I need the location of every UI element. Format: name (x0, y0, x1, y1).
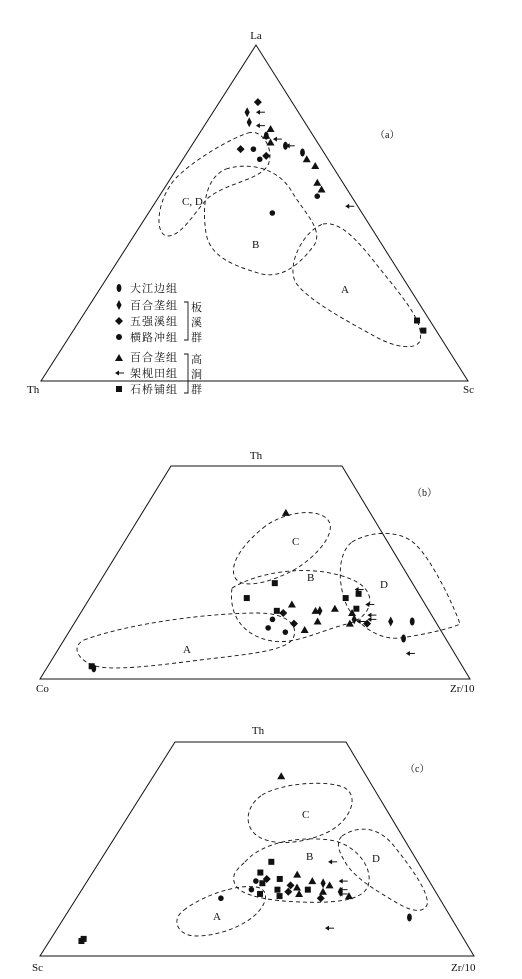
legend-symbol-arrow (115, 371, 124, 376)
panel-b-tag: （b） (412, 488, 437, 499)
panel-b-points (89, 509, 415, 672)
panel-a-field-a (293, 224, 421, 347)
panel-a-point-circle-22 (314, 193, 320, 199)
panel-b-point-diamond-15 (279, 609, 287, 617)
legend-item-6 (115, 366, 178, 380)
panel-c-field-label-d: D (372, 853, 380, 865)
panel-c-point-square-5 (259, 880, 265, 886)
panel-c-point-triangle-10 (293, 871, 301, 878)
panel-c-point-triangle-13 (293, 884, 301, 891)
panel-a-tag: （a） (375, 130, 400, 141)
legend-label-7: 石桥铺组 (130, 384, 178, 396)
panel-c-field-c (248, 783, 352, 842)
legend-group-gaojian-1: 高 (191, 354, 203, 366)
panel-b-point-diamond-tall-23 (388, 616, 393, 626)
legend-group-gaojian-3: 群 (191, 384, 203, 396)
panel-b (36, 450, 475, 695)
panel-b-field-d (340, 533, 460, 638)
panel-c-point-diamond-20 (317, 894, 325, 902)
legend-symbol-diamond-tall (116, 300, 121, 310)
legend-symbol-diamond (115, 317, 123, 325)
legend-label-3: 五强溪组 (130, 316, 178, 328)
panel-a-point-triangle-11 (267, 138, 275, 145)
panel-a-vertex-top: La (250, 30, 262, 42)
panel-a-point-square-26 (420, 328, 426, 334)
panel-b-point-triangle-11 (314, 617, 322, 624)
panel-b-point-circle-19 (265, 625, 271, 631)
panel-c-point-arrow-31 (325, 926, 334, 931)
panel-c-point-triangle-12 (326, 881, 334, 888)
panel-a-point-diamond-16 (262, 152, 270, 160)
panel-c-vertex-left: Sc (32, 962, 43, 974)
panel-a-point-circle-23 (270, 210, 276, 216)
panel-a-point-arrow-12 (273, 137, 282, 142)
panel-a-point-circle-17 (257, 156, 263, 162)
panel-b-point-square-6 (353, 606, 359, 612)
panel-c-point-square-8 (277, 893, 283, 899)
panel-c-point-square-6 (274, 887, 280, 893)
panel-a-field-b (204, 166, 316, 275)
panel-b-point-triangle-8 (288, 600, 296, 607)
panel-b-vertex-top: Th (249, 450, 263, 462)
panel-b-field-a (77, 613, 295, 668)
panel-b-point-circle-20 (283, 629, 289, 635)
panel-b-point-triangle-1 (282, 509, 290, 516)
panel-b-field-c (233, 513, 330, 584)
panel-b-point-square-4 (274, 608, 280, 614)
panel-c-point-square-9 (305, 887, 311, 893)
legend (115, 281, 203, 396)
panel-c-point-triangle-16 (345, 892, 353, 899)
panel-c-point-triangle-15 (295, 890, 303, 897)
panel-c-field-a (177, 887, 266, 936)
panel-c-vertex-top: Th (251, 725, 265, 737)
panel-c-point-triangle-11 (308, 877, 316, 884)
panel-c-point-circle-22 (249, 887, 255, 893)
panel-a-point-arrow-4 (256, 110, 265, 115)
legend-group-banxi-3: 群 (191, 332, 203, 344)
panel-b-field-label-c: C (292, 536, 300, 548)
panel-c-field-label-a: A (213, 911, 221, 923)
panel-a-vertex-right: Sc (463, 384, 474, 396)
panel-b-vertex-left: Co (36, 683, 49, 695)
legend-symbol-circle (116, 334, 122, 340)
panel-c-point-diamond-19 (284, 888, 292, 896)
panel-b-point-square-2 (272, 580, 278, 586)
legend-group-banxi-2: 溪 (191, 317, 203, 329)
panel-b-field-label-a: A (183, 644, 191, 656)
panel-b-point-diamond-16 (290, 620, 298, 628)
panel-a-triangle (41, 45, 468, 381)
panel-b-field-label-d: D (380, 579, 388, 591)
panel-a-point-diamond-1 (254, 98, 262, 106)
panel-b-point-square-5 (343, 595, 349, 601)
panel-c-point-circle-21 (253, 878, 259, 884)
legend-label-5: 百合垄组 (130, 352, 178, 364)
panel-c-point-triangle-14 (319, 888, 327, 895)
panel-c-vertex-right: Zr/10 (451, 962, 476, 974)
panel-b-point-triangle-13 (301, 626, 309, 633)
panel-a-vertex-left: Th (27, 384, 40, 396)
panel-b-point-square-33 (89, 663, 95, 669)
panel-b-point-ellipse-25 (401, 635, 406, 643)
panel-c-point-square-33 (78, 938, 84, 944)
panel-b-triangle (40, 466, 470, 679)
legend-item-1 (117, 281, 178, 295)
panel-b-point-diamond-tall-21 (317, 606, 322, 616)
panel-b-field-label-b: B (307, 572, 315, 584)
panel-c-point-triangle-1 (277, 772, 285, 779)
panel-a-point-arrow-24 (345, 204, 354, 209)
panel-b-point-arrow-29 (367, 613, 376, 618)
panel-b-field-b (231, 571, 369, 642)
panel-c-tag: （c） (405, 764, 430, 775)
panel-a-point-triangle-10 (262, 132, 270, 139)
panel-c-field-label-b: B (306, 851, 314, 863)
legend-bracket-gaojian (184, 354, 188, 393)
legend-symbol-square (116, 386, 122, 392)
panel-c-point-diamond-18 (287, 881, 295, 889)
panel-c-point-arrow-28 (339, 879, 348, 884)
panel-a-point-triangle-21 (318, 185, 326, 192)
legend-group-gaojian-2: 涧 (191, 369, 203, 381)
legend-item-4 (116, 330, 178, 344)
legend-symbol-ellipse (117, 284, 122, 292)
panel-a-point-triangle-9 (267, 125, 275, 132)
panel-c-point-square-4 (277, 876, 283, 882)
panel-a-point-ellipse-8 (300, 149, 305, 157)
legend-item-2 (116, 298, 178, 312)
panel-a-point-triangle-20 (313, 179, 321, 186)
panel-a-field-label-b: B (252, 239, 260, 251)
panel-a-point-triangle-19 (311, 162, 319, 169)
panel-c-point-ellipse-26 (407, 913, 412, 921)
panel-a-point-diamond-tall-2 (245, 107, 250, 117)
panel-c-point-square-3 (257, 870, 263, 876)
legend-item-3 (115, 314, 178, 328)
panel-a-point-diamond-14 (237, 145, 245, 153)
panel-a-point-circle-15 (251, 146, 257, 152)
panel-a-point-arrow-5 (256, 123, 265, 128)
legend-label-1: 大江边组 (130, 283, 178, 295)
panel-b-point-square-3 (244, 595, 250, 601)
panel-b-point-triangle-10 (331, 605, 339, 612)
panel-b-point-arrow-32 (406, 651, 415, 656)
panel-a-field-label-a: A (341, 284, 349, 296)
panel-a-point-diamond-tall-3 (247, 117, 252, 127)
panel-a (27, 30, 474, 396)
panel-b-point-circle-18 (270, 617, 276, 623)
legend-item-7 (116, 382, 178, 396)
legend-group-banxi-1: 板 (191, 302, 203, 314)
legend-bracket-banxi (184, 302, 188, 340)
panel-c-point-square-7 (257, 891, 263, 897)
panel-c-field-label-c: C (302, 809, 310, 821)
legend-symbol-triangle (115, 354, 123, 361)
panel-b-vertex-right: Zr/10 (450, 683, 475, 695)
panel-c (32, 725, 476, 974)
panel-b-point-ellipse-24 (410, 617, 415, 625)
legend-item-5 (115, 350, 178, 364)
panel-c-point-diamond-tall-24 (321, 878, 326, 888)
panel-c-point-arrow-27 (328, 859, 337, 864)
legend-label-2: 百合垄组 (130, 300, 178, 312)
panel-c-point-square-2 (268, 859, 274, 865)
panel-a-field-label-cd: C, D (182, 196, 203, 208)
panel-a-point-triangle-18 (303, 155, 311, 162)
legend-label-6: 架枧田组 (130, 368, 178, 380)
panel-c-point-circle-23 (218, 895, 224, 901)
panel-a-point-square-25 (414, 318, 420, 324)
panel-b-point-arrow-31 (367, 617, 376, 622)
legend-label-4: 横路冲组 (130, 332, 178, 344)
